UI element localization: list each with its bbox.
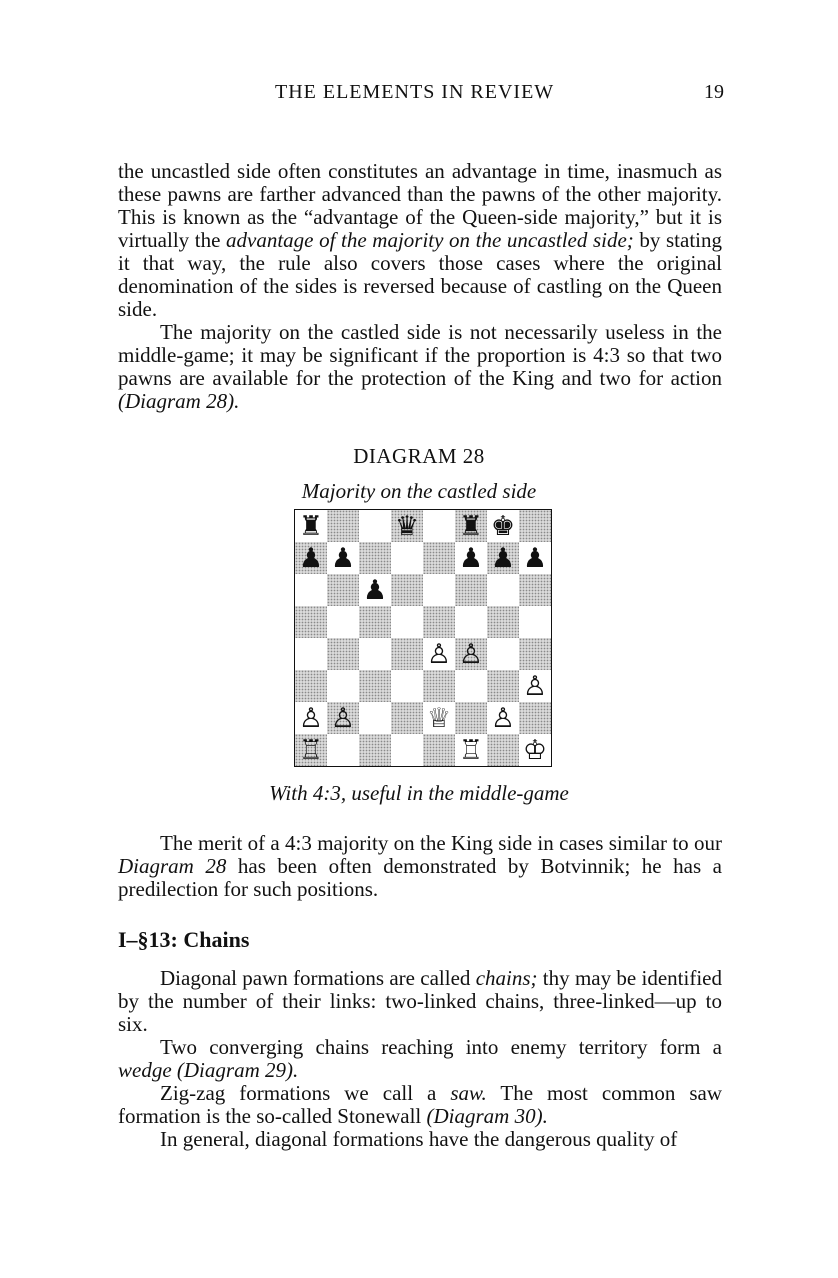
board-square — [487, 734, 519, 766]
board-square — [391, 734, 423, 766]
board-square: ♔ — [519, 734, 551, 766]
paragraph-5-text: Two converging chains reaching into enemy territory form a — [160, 1035, 722, 1059]
running-head-title: THE ELEMENTS IN REVIEW — [275, 81, 555, 103]
paragraph-1-text: the uncastled side often constitutes an advantage in time, inasmuch as these pawns are farther advanced than the pawns of the other majority. This is known as the “advantage of the Queen-side majority,” but it is virtually the — [118, 159, 722, 252]
board-square — [327, 510, 359, 542]
board-square: ♖ — [455, 734, 487, 766]
board-square — [327, 734, 359, 766]
board-square — [327, 574, 359, 606]
board-square: ♛ — [391, 510, 423, 542]
board-square — [455, 670, 487, 702]
board-square — [327, 638, 359, 670]
paragraph-6 — [118, 1082, 722, 1128]
board-square: ♙ — [295, 702, 327, 734]
board-square — [359, 606, 391, 638]
paragraph-3 — [118, 832, 722, 901]
board-square: ♖ — [295, 734, 327, 766]
board-square — [359, 702, 391, 734]
board-square: ♟ — [519, 542, 551, 574]
board-square — [391, 670, 423, 702]
board-square: ♜ — [455, 510, 487, 542]
board-square: ♙ — [327, 702, 359, 734]
paragraph-3-text: The merit of a 4:3 majority on the King side in cases similar to our — [160, 831, 722, 855]
board-square: ♟ — [295, 542, 327, 574]
board-square: ♟ — [487, 542, 519, 574]
text-block-middle — [118, 832, 722, 901]
paragraph-2-text: The majority on the castled side is not necessarily useless in the middle-game; it may be significant if the proportion is 4:3 so that two pawns are available for the protection of the King and two for action — [118, 320, 722, 390]
board-square: ♙ — [423, 638, 455, 670]
board-square: ♙ — [455, 638, 487, 670]
paragraph-5 — [118, 1036, 722, 1082]
running-head — [0, 81, 838, 107]
diagram-subcaption: With 4:3, useful in the middle-game — [269, 781, 569, 805]
paragraph-7 — [118, 1128, 722, 1151]
board-square — [487, 574, 519, 606]
page-number: 19 — [704, 81, 724, 103]
text-block-bottom — [118, 967, 722, 1151]
board-square — [295, 606, 327, 638]
paragraph-1 — [118, 160, 722, 321]
text-block-top — [118, 160, 722, 413]
board-square — [487, 670, 519, 702]
paragraph-5-emphasis: wedge (Diagram 29). — [118, 1058, 299, 1082]
paragraph-1-text-end: by stating it that way, the rule also covers those cases where the original denomination of the sides is reversed because of castling on the Queen side. — [118, 228, 723, 321]
paragraph-3-text-end: has been often demonstrated by Botvinnik; he has a predilection for such positions. — [118, 854, 722, 901]
board-square — [519, 510, 551, 542]
board-square — [359, 638, 391, 670]
board-square — [455, 574, 487, 606]
board-square — [327, 606, 359, 638]
board-square — [455, 702, 487, 734]
section-heading: I–§13: Chains — [118, 927, 250, 952]
paragraph-4-emphasis: chains; — [475, 966, 538, 990]
board-square — [423, 542, 455, 574]
board-square — [455, 606, 487, 638]
board-square — [327, 670, 359, 702]
board-square — [423, 510, 455, 542]
board-square: ♙ — [487, 702, 519, 734]
paragraph-6-emphasis: saw. — [450, 1081, 487, 1105]
board-square — [359, 670, 391, 702]
board-square — [295, 638, 327, 670]
board-square — [519, 574, 551, 606]
board-square — [423, 574, 455, 606]
chess-diagram — [0, 444, 838, 805]
paragraph-4-text-end: thy may be identified by the number of their links: two-linked chains, three-linked—up to six. — [118, 966, 722, 1036]
paragraph-4 — [118, 967, 722, 1036]
diagram-caption: Majority on the castled side — [301, 479, 537, 503]
board-square — [359, 510, 391, 542]
board-square — [423, 670, 455, 702]
board-square — [519, 702, 551, 734]
board-square: ♙ — [519, 670, 551, 702]
board-square — [519, 606, 551, 638]
board-square — [391, 606, 423, 638]
board-square — [295, 670, 327, 702]
paragraph-2-emphasis: (Diagram 28). — [118, 389, 240, 413]
board-square — [423, 734, 455, 766]
board-square: ♟ — [455, 542, 487, 574]
board-square: ♜ — [295, 510, 327, 542]
paragraph-3-emphasis: Diagram 28 — [118, 854, 227, 878]
board-square — [391, 542, 423, 574]
paragraph-6-emphasis-end: (Diagram 30). — [426, 1104, 548, 1128]
board-square — [359, 542, 391, 574]
paragraph-6-text: Zig-zag formations we call a — [160, 1081, 451, 1105]
chess-board — [294, 509, 552, 767]
board-square: ♚ — [487, 510, 519, 542]
board-square — [487, 638, 519, 670]
board-square — [391, 638, 423, 670]
paragraph-2 — [118, 321, 722, 413]
board-square — [359, 734, 391, 766]
diagram-title: DIAGRAM 28 — [353, 444, 485, 468]
board-square: ♕ — [423, 702, 455, 734]
board-square: ♟ — [359, 574, 391, 606]
board-square — [391, 574, 423, 606]
paragraph-1-emphasis: advantage of the majority on the uncastled side; — [226, 228, 634, 252]
paragraph-4-text: Diagonal pawn formations are called — [160, 966, 476, 990]
board-square — [487, 606, 519, 638]
paragraph-7-text: In general, diagonal formations have the dangerous quality of — [160, 1127, 678, 1151]
board-square — [519, 638, 551, 670]
board-square — [423, 606, 455, 638]
board-square — [391, 702, 423, 734]
board-square: ♟ — [327, 542, 359, 574]
paragraph-6-text-mid: The most common saw formation is the so-called Stonewall — [118, 1081, 722, 1128]
board-square — [295, 574, 327, 606]
